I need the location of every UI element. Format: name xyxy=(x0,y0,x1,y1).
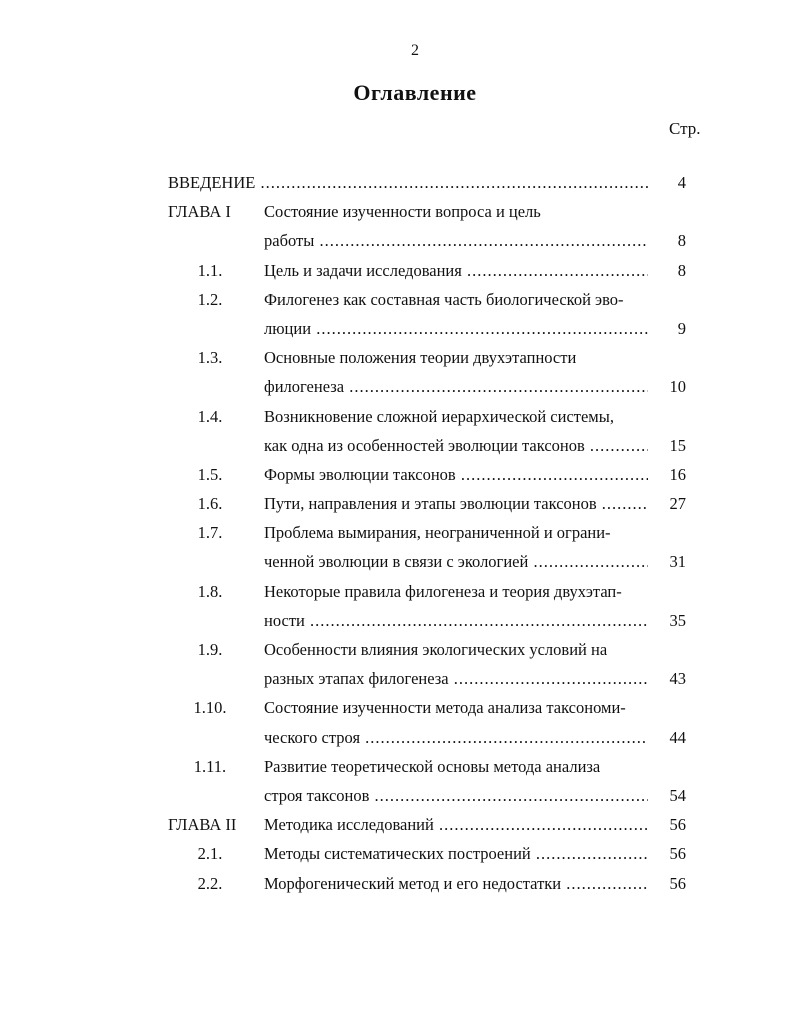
section-title: Морфогенический метод и его недостатки ..... xyxy=(264,874,648,894)
toc-section-1-2-cont[interactable] xyxy=(168,319,696,348)
toc-page-number: 15 xyxy=(669,435,686,455)
toc-section-1-3-cont[interactable] xyxy=(168,377,696,406)
page-title: Оглавление xyxy=(353,80,477,105)
toc-entry-intro[interactable] xyxy=(168,173,696,202)
section-title-line1: Состояние изученности метода анализа таксономи- xyxy=(264,698,626,718)
section-title-line2: ности ..... xyxy=(264,611,648,631)
toc-chapter-2[interactable] xyxy=(168,815,696,844)
toc-page-number: 16 xyxy=(669,464,686,484)
toc-page-number: 43 xyxy=(669,669,686,689)
toc-section-1-11-cont[interactable] xyxy=(168,786,696,815)
section-title-line1: Возникновение сложной иерархической системы, xyxy=(264,406,614,426)
toc-section-1-1[interactable] xyxy=(168,261,696,290)
section-number: 1.7. xyxy=(197,523,223,543)
toc-section-1-10-cont[interactable] xyxy=(168,728,696,757)
chapter-title-line1: Состояние изученности вопроса и цель xyxy=(264,202,541,222)
toc-section-1-11 xyxy=(168,757,696,786)
toc-section-1-4 xyxy=(168,407,696,436)
section-title-line2: филогенеза ..... xyxy=(264,377,648,397)
section-number: 1.1. xyxy=(197,260,223,280)
section-title: Пути, направления и этапы эволюции таксонов ..... xyxy=(264,494,648,514)
section-number: 1.11. xyxy=(193,756,227,776)
toc-page-number: 56 xyxy=(669,815,686,835)
section-number: 1.5. xyxy=(197,464,223,484)
section-title-line2: как одна из особенностей эволюции таксонов ..... xyxy=(264,436,648,456)
section-title: Формы эволюции таксонов ..... xyxy=(264,465,648,485)
section-number: 1.3. xyxy=(197,348,223,368)
toc-section-1-2 xyxy=(168,290,696,319)
section-number: 1.2. xyxy=(197,289,223,309)
toc-page-number: 44 xyxy=(669,727,686,747)
toc-page-number: 56 xyxy=(669,844,686,864)
toc-entry-title: ВВЕДЕНИЕ ..... xyxy=(168,173,648,193)
table-of-contents xyxy=(168,173,696,903)
toc-page-number: 8 xyxy=(677,231,686,251)
toc-section-1-3 xyxy=(168,348,696,377)
toc-page-number: 31 xyxy=(669,552,686,572)
toc-section-2-2[interactable] xyxy=(168,874,696,903)
chapter-title: Методика исследований ..... xyxy=(264,815,648,835)
toc-section-1-8-cont[interactable] xyxy=(168,611,696,640)
section-title-line1: Развитие теоретической основы метода анализа xyxy=(264,756,601,776)
toc-page-number: 8 xyxy=(677,260,686,280)
toc-section-1-9 xyxy=(168,640,696,669)
section-number: 2.2. xyxy=(197,873,223,893)
toc-section-1-4-cont[interactable] xyxy=(168,436,696,465)
toc-page-number: 35 xyxy=(669,610,686,630)
toc-section-1-8 xyxy=(168,582,696,611)
section-number: 1.8. xyxy=(197,581,223,601)
section-title-line1: Особенности влияния экологических условий на xyxy=(264,640,608,659)
toc-chapter-1 xyxy=(168,202,696,231)
toc-page-number: 4 xyxy=(677,173,686,192)
toc-chapter-1-cont[interactable] xyxy=(168,231,696,260)
chapter-title-line2: работы ..... xyxy=(264,231,648,251)
toc-section-1-9-cont[interactable] xyxy=(168,669,696,698)
section-number: 2.1. xyxy=(197,844,223,864)
chapter-label: ГЛАВА II xyxy=(168,815,237,835)
toc-section-1-10 xyxy=(168,698,696,727)
section-number: 1.10. xyxy=(193,698,227,718)
chapter-label: ГЛАВА I xyxy=(168,202,231,222)
section-number: 1.4. xyxy=(197,406,223,426)
toc-section-1-7-cont[interactable] xyxy=(168,552,696,581)
page-number: 2 xyxy=(411,42,419,59)
toc-section-1-7 xyxy=(168,523,696,552)
toc-section-1-6[interactable] xyxy=(168,494,696,523)
section-title-line1: Некоторые правила филогенеза и теория двухэтап- xyxy=(264,581,622,601)
section-number: 1.9. xyxy=(197,640,223,659)
toc-page-number: 9 xyxy=(677,318,686,338)
toc-section-2-1[interactable] xyxy=(168,844,696,873)
section-title-line2: разных этапах филогенеза ..... xyxy=(264,669,648,689)
section-title-line1: Проблема вымирания, неограниченной и ограни- xyxy=(264,523,611,543)
section-title-line1: Основные положения теории двухэтапности xyxy=(264,348,577,368)
toc-page-number: 56 xyxy=(669,873,686,893)
section-number: 1.6. xyxy=(197,494,223,514)
toc-page-number: 10 xyxy=(669,377,686,397)
section-title-line2: строя таксонов ..... xyxy=(264,786,648,806)
toc-page-number: 54 xyxy=(669,785,686,805)
section-title: Методы систематических построений ..... xyxy=(264,844,648,864)
section-title: Цель и задачи исследования ..... xyxy=(264,261,648,281)
page-column-header: Стр. xyxy=(669,119,701,138)
toc-section-1-5[interactable] xyxy=(168,465,696,494)
toc-page-number: 27 xyxy=(669,494,686,514)
section-title-line2: ческого строя ..... xyxy=(264,728,648,748)
section-title-line2: люции ..... xyxy=(264,319,648,339)
section-title-line2: ченной эволюции в связи с экологией ..... xyxy=(264,552,648,572)
section-title-line1: Филогенез как составная часть биологической эво- xyxy=(264,289,624,309)
